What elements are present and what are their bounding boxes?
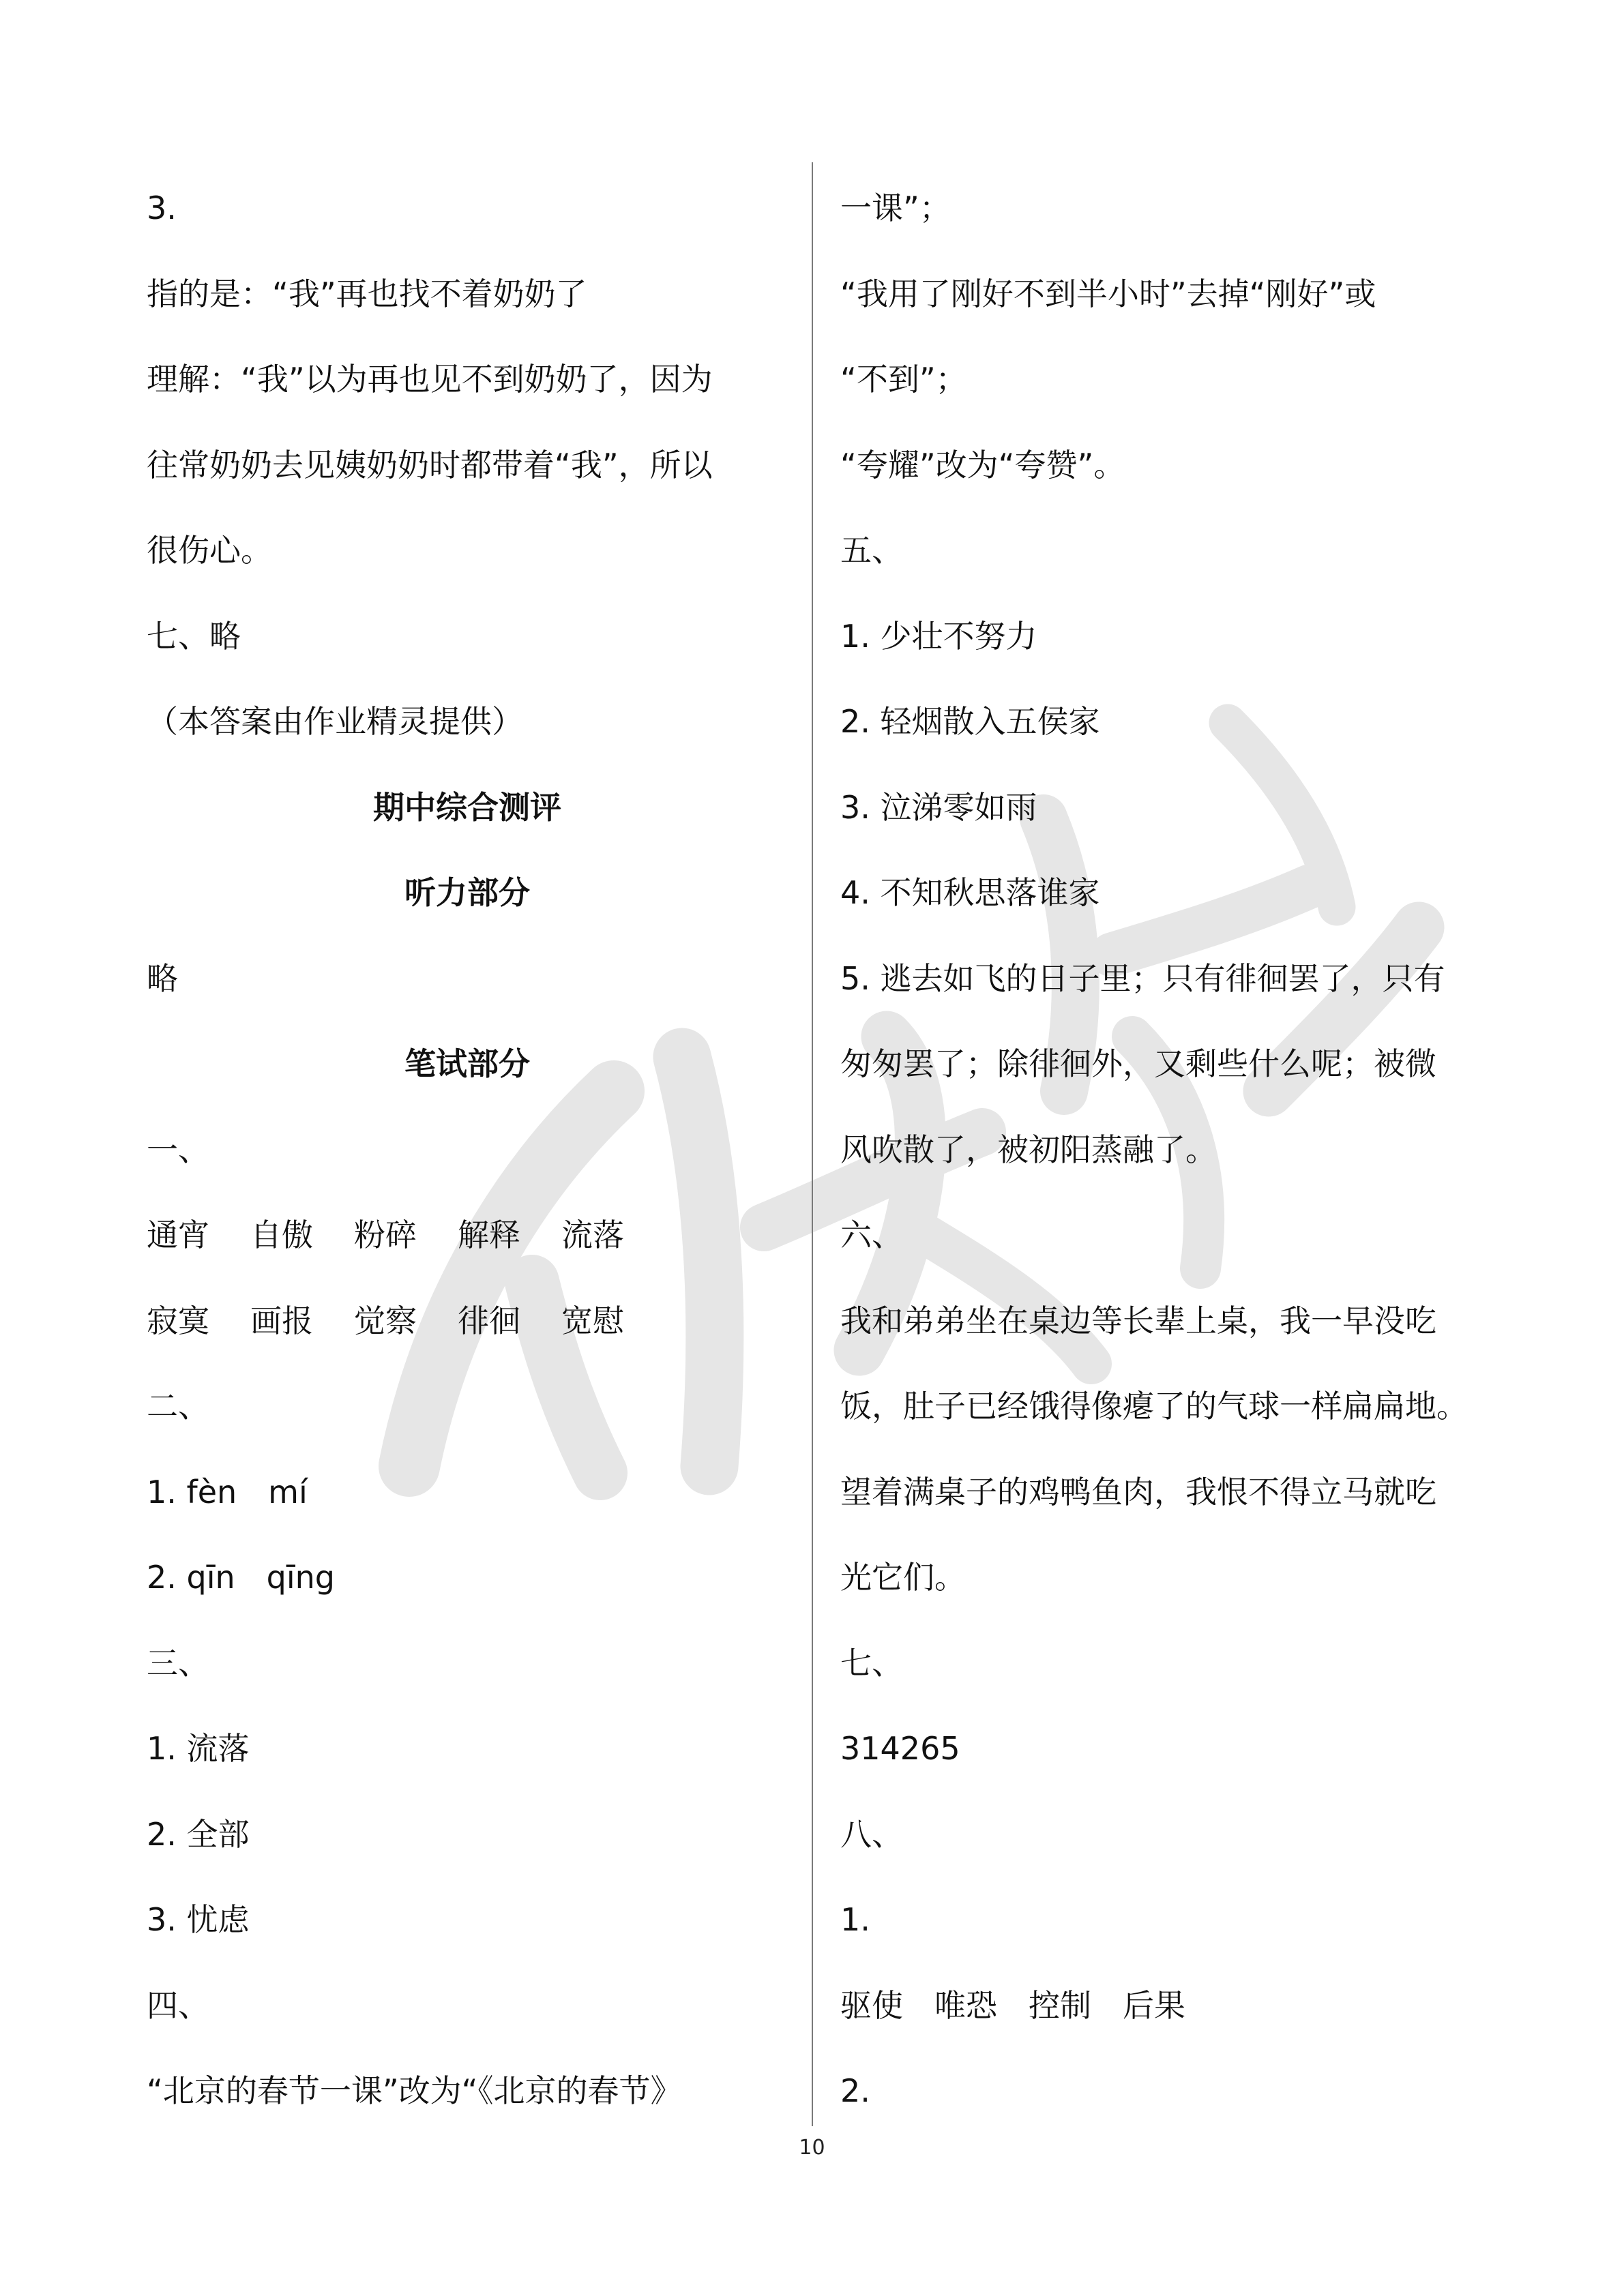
word: 寂寞: [147, 1302, 209, 1339]
part3-item-1: 1. 流落: [147, 1730, 250, 1767]
word: 宽慰: [561, 1302, 624, 1339]
right-line-17: 光它们。: [840, 1559, 966, 1596]
part1-row1: [147, 1193, 829, 1279]
part3-item-3: 3. 忧虑: [147, 1901, 250, 1938]
part2-item-1: 1. fèn mí: [147, 1473, 308, 1510]
word: 流落: [561, 1217, 624, 1253]
written-title: 笔试部分: [404, 1045, 530, 1082]
right-line-12: 风吹散了，被初阳蒸融了。: [840, 1131, 1217, 1168]
right-line-18: 七、: [840, 1644, 903, 1682]
right-line-11: 匆匆罢了；除徘徊外，又剩些什么呢；被微: [840, 1045, 1436, 1082]
right-line-6: 1. 少壮不努力: [840, 617, 1037, 655]
word: 觉察: [354, 1302, 417, 1339]
listening-title: 听力部分: [404, 874, 530, 911]
left-line-5: 很伤心。: [147, 532, 272, 569]
right-line-14: 我和弟弟坐在桌边等长辈上桌，我一早没吃: [840, 1302, 1436, 1339]
part3-item-2: 2. 全部: [147, 1815, 250, 1853]
right-line-8: 3. 泣涕零如雨: [840, 788, 1037, 826]
right-line-9: 4. 不知秋思落谁家: [840, 874, 1100, 911]
word: 自傲: [250, 1217, 313, 1253]
word: 通宵: [147, 1217, 209, 1253]
word: 粉碎: [354, 1217, 417, 1253]
left-line-7: （本答案由作业精灵提供）: [147, 703, 523, 740]
part3-heading: 三、: [147, 1644, 209, 1682]
word: 画报: [250, 1302, 313, 1339]
right-line-7: 2. 轻烟散入五侯家: [840, 703, 1100, 740]
right-line-1: 一课”；: [840, 190, 951, 226]
left-line-6: 七、略: [147, 617, 241, 655]
right-line-5: 五、: [840, 532, 903, 569]
part2-heading: 二、: [147, 1388, 209, 1425]
part1-heading: 一、: [147, 1131, 209, 1168]
left-line-2: 指的是：“我”再也找不着奶奶了: [147, 275, 587, 312]
right-line-22: 驱使 唯恐 控制 后果: [840, 1986, 1185, 2024]
right-line-3: “不到”；: [840, 361, 967, 398]
page-number: 10: [799, 2136, 825, 2160]
right-line-15: 饭，肚子已经饿得像瘪了的气球一样扁扁地。: [840, 1388, 1468, 1425]
word: 解释: [458, 1217, 520, 1253]
right-line-10: 5. 逃去如飞的日子里；只有徘徊罢了，只有: [840, 959, 1445, 997]
right-line-16: 望着满桌子的鸡鸭鱼肉，我恨不得立马就吃: [840, 1473, 1436, 1510]
left-line-1: 3.: [147, 190, 177, 226]
listening-answer: 略: [147, 959, 178, 997]
part1-row2: [147, 1279, 829, 1365]
column-divider: [812, 162, 813, 2126]
right-line-13: 六、: [840, 1217, 903, 1253]
part4-heading: 四、: [147, 1986, 209, 2024]
left-line-4: 往常奶奶去见姨奶奶时都带着“我”，所以: [147, 446, 713, 483]
left-line-3: 理解：“我”以为再也见不到奶奶了，因为: [147, 361, 713, 398]
right-line-2: “我用了刚好不到半小时”去掉“刚好”或: [840, 275, 1376, 312]
part2-item-2: 2. qīn qīng: [147, 1559, 335, 1596]
section-title: 期中综合测评: [373, 788, 561, 826]
right-column: [840, 166, 1495, 2134]
left-column: [147, 166, 829, 2134]
right-line-20: 八、: [840, 1815, 903, 1853]
right-line-21: 1.: [840, 1901, 870, 1938]
right-line-23: 2.: [840, 2072, 870, 2109]
right-line-4: “夸耀”改为“夸赞”。: [840, 446, 1125, 483]
part4-line-1: “北京的春节一课”改为“《北京的春节》: [147, 2072, 682, 2109]
word: 徘徊: [458, 1302, 520, 1339]
right-line-19: 314265: [840, 1730, 960, 1767]
